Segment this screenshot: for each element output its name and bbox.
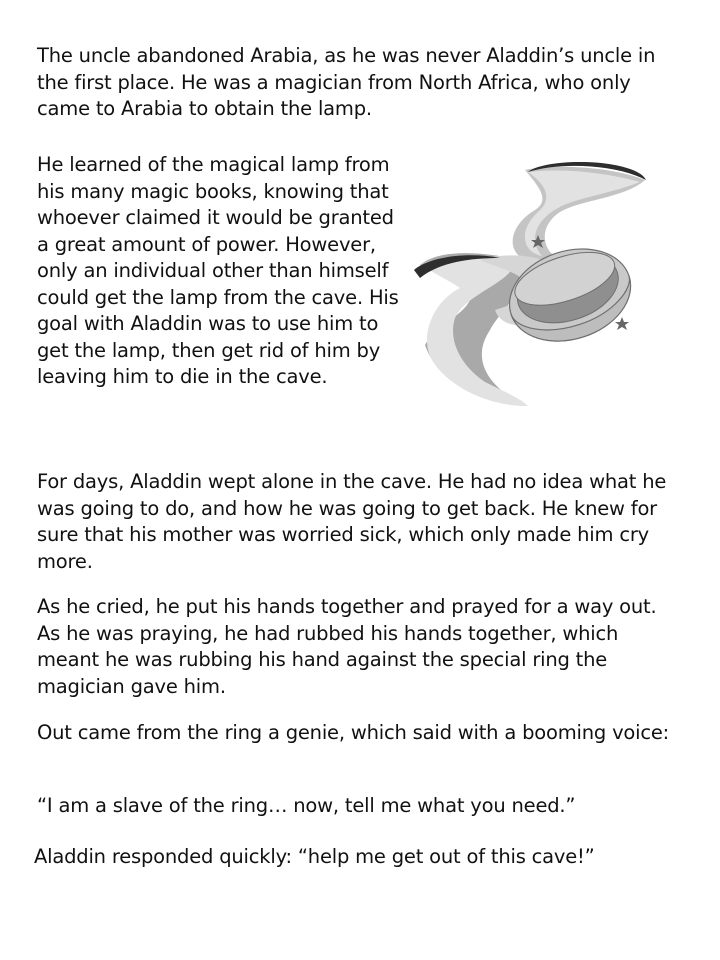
quote-aladdin: Aladdin responded quickly: “help me get out of this cave!” xyxy=(34,845,595,868)
paragraph-aladdin-wept: For days, Aladdin wept alone in the cave. He had no idea what he was going to do, and how he was going to get back. He knew for sure that his mother was worried sick, which only made him cry more. xyxy=(37,470,667,573)
paragraph-uncle-abandoned: The uncle abandoned Arabia, as he was never Aladdin’s uncle in the first place. He was a magician from North Africa, who only came to Arabia to obtain the lamp. xyxy=(37,44,656,120)
quote-genie: “I am a slave of the ring… now, tell me what you need.” xyxy=(37,794,576,817)
paragraph-rubbed-ring: As he cried, he put his hands together and prayed for a way out. As he was praying, he had rubbed his hands together, which meant he was rubbing his hand against the special ring the magician gave him. xyxy=(37,595,657,698)
genie-ring-illustration xyxy=(410,160,655,410)
paragraph-magical-lamp: He learned of the magical lamp from his many magic books, knowing that whoever claimed it would be granted a great amount of power. However, only an individual other than himself could get the lamp from the cave. His goal with Aladdin was to use him to get the lamp, then get rid of him by leaving him to die in the cave. xyxy=(37,153,399,388)
sparkle-star-icon xyxy=(615,317,629,330)
paragraph-genie-appears: Out came from the ring a genie, which said with a booming voice: xyxy=(37,721,670,744)
